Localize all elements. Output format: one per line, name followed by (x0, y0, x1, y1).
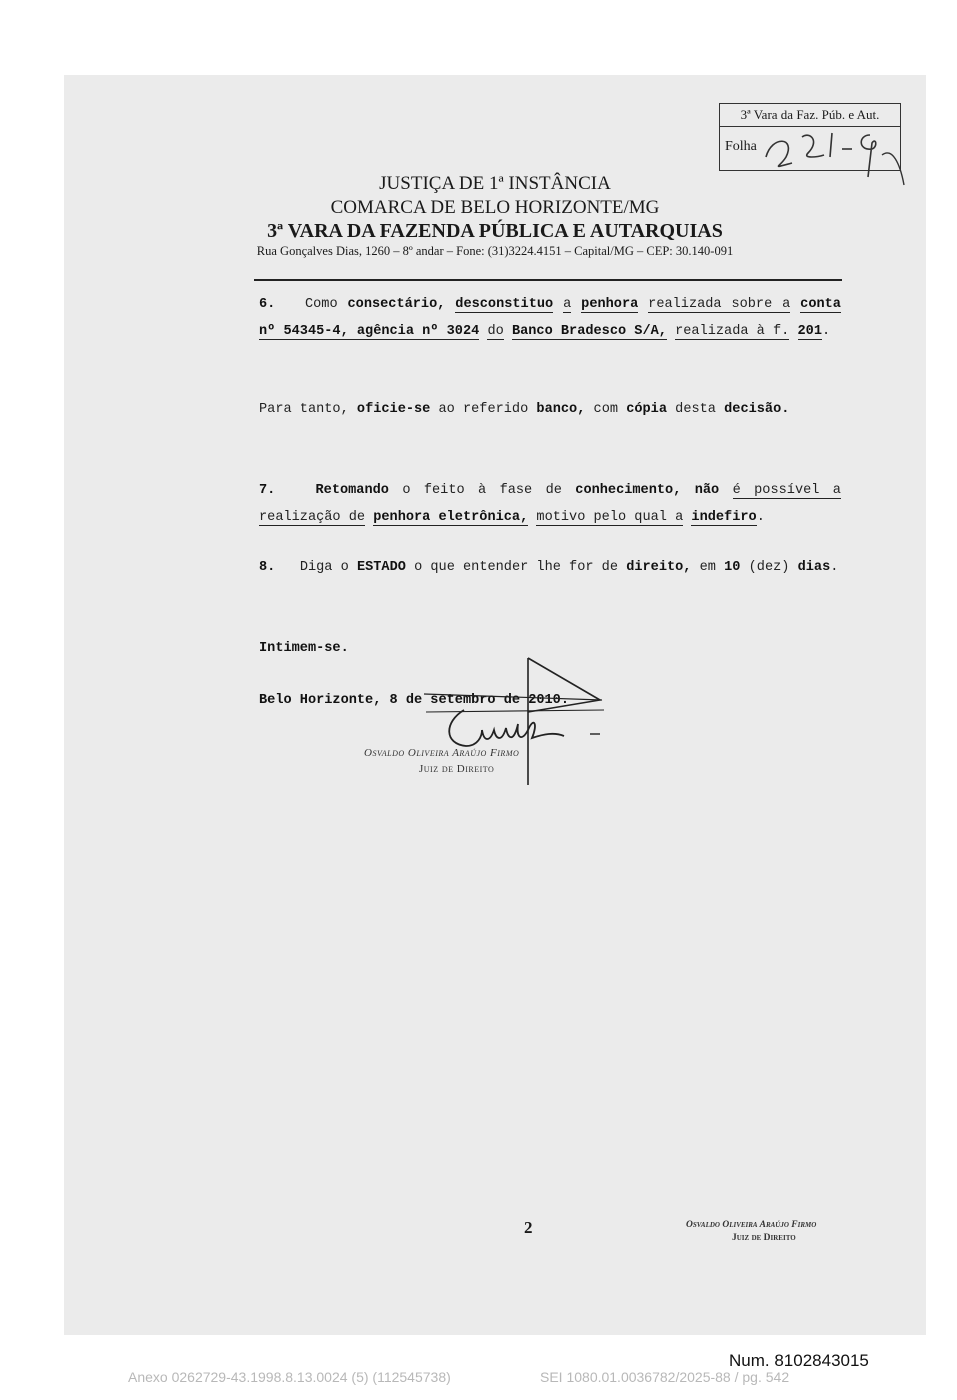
text: . (821, 324, 831, 339)
text: desta (675, 402, 716, 417)
bold-text: 201 (797, 324, 822, 339)
text: . (756, 510, 765, 525)
bold-text: penhora eletrônica, (373, 510, 529, 525)
paragraph-number: 6. (259, 297, 276, 312)
text: Como (304, 297, 338, 312)
sei-reference: SEI 1080.01.0036782/2025-88 / pg. 542 (540, 1369, 790, 1385)
court-name: JUSTIÇA DE 1ª INSTÂNCIA (379, 173, 611, 194)
vara-name: 3ª VARA DA FAZENDA PÚBLICA E AUTARQUIAS (267, 220, 723, 242)
bold-text: ESTADO (356, 560, 406, 575)
bold-text: Belo Horizonte, 8 de setembro de 2010. (259, 693, 569, 708)
annex-reference: Anexo 0262729-43.1998.8.13.0024 (5) (112545738) (128, 1369, 451, 1385)
handwritten-signature (404, 650, 634, 820)
paragraph-8 (259, 554, 841, 581)
stamp-folha-row (720, 127, 900, 169)
text: a (563, 297, 572, 312)
bold-text: penhora (581, 297, 639, 312)
bold-text: dias (797, 560, 831, 575)
bold-text: indefiro (691, 510, 757, 525)
paragraph-oficie (259, 396, 841, 423)
bold-text: conta nº 54345-4, agência nº 3024 (259, 297, 841, 339)
paragraph-7 (259, 477, 841, 531)
text: . (830, 560, 839, 575)
folha-stamp (719, 103, 901, 171)
text: realizada sobre a (648, 297, 791, 312)
text: do (487, 324, 504, 339)
paragraph-number: 7. (259, 483, 276, 498)
text: em (699, 560, 716, 575)
paragraph-number: 8. (259, 560, 276, 575)
document-num: Num. 8102843015 (729, 1351, 869, 1370)
footer-title: Juiz de Direito (732, 1233, 796, 1243)
paragraph-6 (259, 291, 841, 345)
bold-text: banco, (536, 402, 586, 417)
bold-text: decisão. (724, 402, 790, 417)
text: realizada à f. (675, 324, 790, 339)
signatory-name: Osvaldo Oliveira Araújo Firmo (364, 747, 520, 759)
bold-text: consectário, (347, 297, 446, 312)
header-divider (254, 279, 842, 281)
stamp-folha-label: Folha (725, 139, 757, 154)
signatory-title: Juiz de Direito (419, 763, 495, 775)
page-number: 2 (524, 1218, 533, 1237)
text: o feito à fase de (402, 483, 562, 498)
bold-text: Retomando (315, 483, 389, 498)
bold-text: Banco Bradesco S/A, (511, 324, 667, 339)
comarca-name: COMARCA DE BELO HORIZONTE/MG (330, 197, 660, 218)
court-address: Rua Gonçalves Dias, 1260 – 8º andar – Fone: (31)3224.4151 – Capital/MG – CEP: 30.140-091 (256, 244, 734, 258)
text: com (593, 402, 619, 417)
text: Para tanto, (259, 402, 349, 417)
bold-text: 10 (724, 560, 741, 575)
text: o que entender lhe for de (414, 560, 619, 575)
bold-text: oficie-se (356, 402, 431, 417)
footer-name: Osvaldo Oliveira Araújo Firmo (686, 1220, 817, 1230)
text: (dez) (748, 560, 790, 575)
bold-text: Intimem-se. (259, 641, 349, 656)
bold-text: cópia (626, 402, 667, 417)
text: Diga o (299, 560, 349, 575)
scanned-page (64, 75, 926, 1335)
stamp-vara: 3ª Vara da Faz. Púb. e Aut. (720, 104, 900, 127)
bold-text: conhecimento, não (575, 483, 720, 498)
text: é possível a realização de (259, 483, 841, 525)
bold-text: direito, (626, 560, 692, 575)
text: ao referido (438, 402, 529, 417)
bold-text: desconstituo (455, 297, 554, 312)
text: motivo pelo qual a (536, 510, 684, 525)
